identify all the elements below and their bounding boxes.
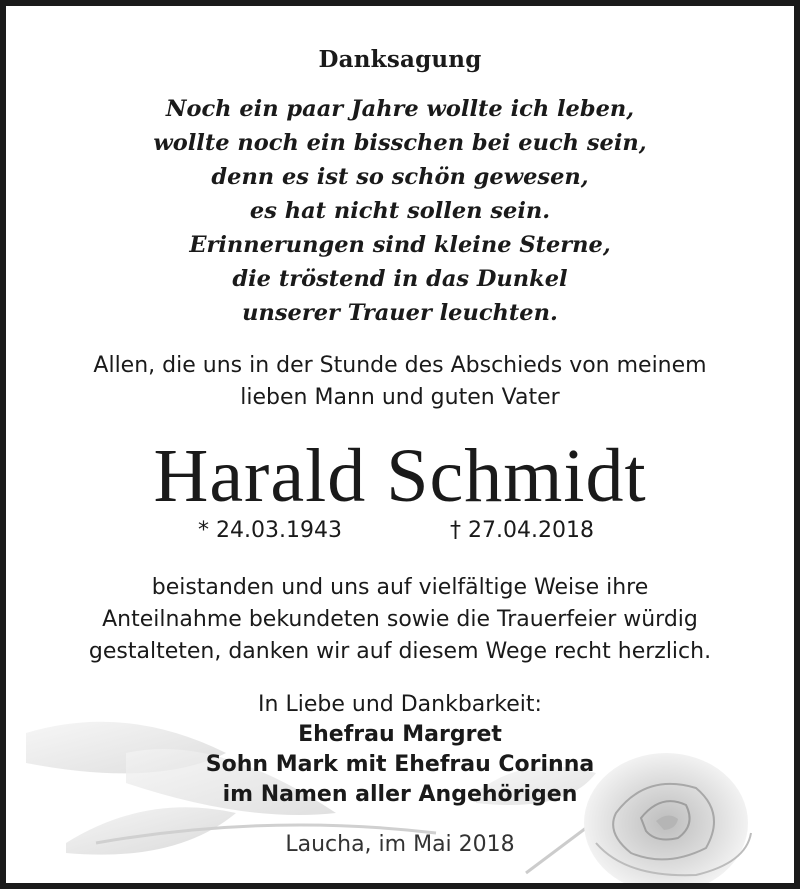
- poem-line: Erinnerungen sind kleine Sterne,: [189, 232, 611, 258]
- intro-text: [6, 350, 794, 414]
- poem-line: Noch ein paar Jahre wollte ich leben,: [165, 96, 635, 122]
- deceased-name: Harald Schmidt: [153, 434, 647, 518]
- intro-line: lieben Mann und guten Vater: [240, 385, 560, 410]
- poem-line: die tröstend in das Dunkel: [232, 266, 568, 292]
- thanks-line: beistanden und uns auf vielfältige Weise ihre: [151, 575, 649, 600]
- thanks-line: Anteilnahme bekundeten sowie die Trauerfeier würdig: [102, 607, 698, 632]
- poem: [6, 92, 794, 330]
- signer: Ehefrau Margret: [298, 722, 502, 747]
- poem-line: denn es ist so schön gewesen,: [211, 164, 589, 190]
- signer: im Namen aller Angehörigen: [222, 782, 578, 807]
- birth-date: * 24.03.1943: [198, 518, 342, 543]
- closing-phrase: In Liebe und Dankbarkeit:: [258, 692, 542, 717]
- signers: [6, 720, 794, 810]
- place-date: Laucha, im Mai 2018: [285, 832, 515, 857]
- thanks-text: [6, 572, 794, 668]
- intro-line: Allen, die uns in der Stunde des Abschieds von meinem: [93, 353, 707, 378]
- poem-line: unserer Trauer leuchten.: [242, 300, 558, 326]
- signer: Sohn Mark mit Ehefrau Corinna: [205, 752, 595, 777]
- poem-line: es hat nicht sollen sein.: [249, 198, 551, 224]
- heading: Danksagung: [318, 46, 482, 73]
- death-date: † 27.04.2018: [450, 518, 594, 543]
- thanks-line: gestalteten, danken wir auf diesem Wege recht herzlich.: [88, 639, 712, 664]
- poem-line: wollte noch ein bisschen bei euch sein,: [153, 130, 647, 156]
